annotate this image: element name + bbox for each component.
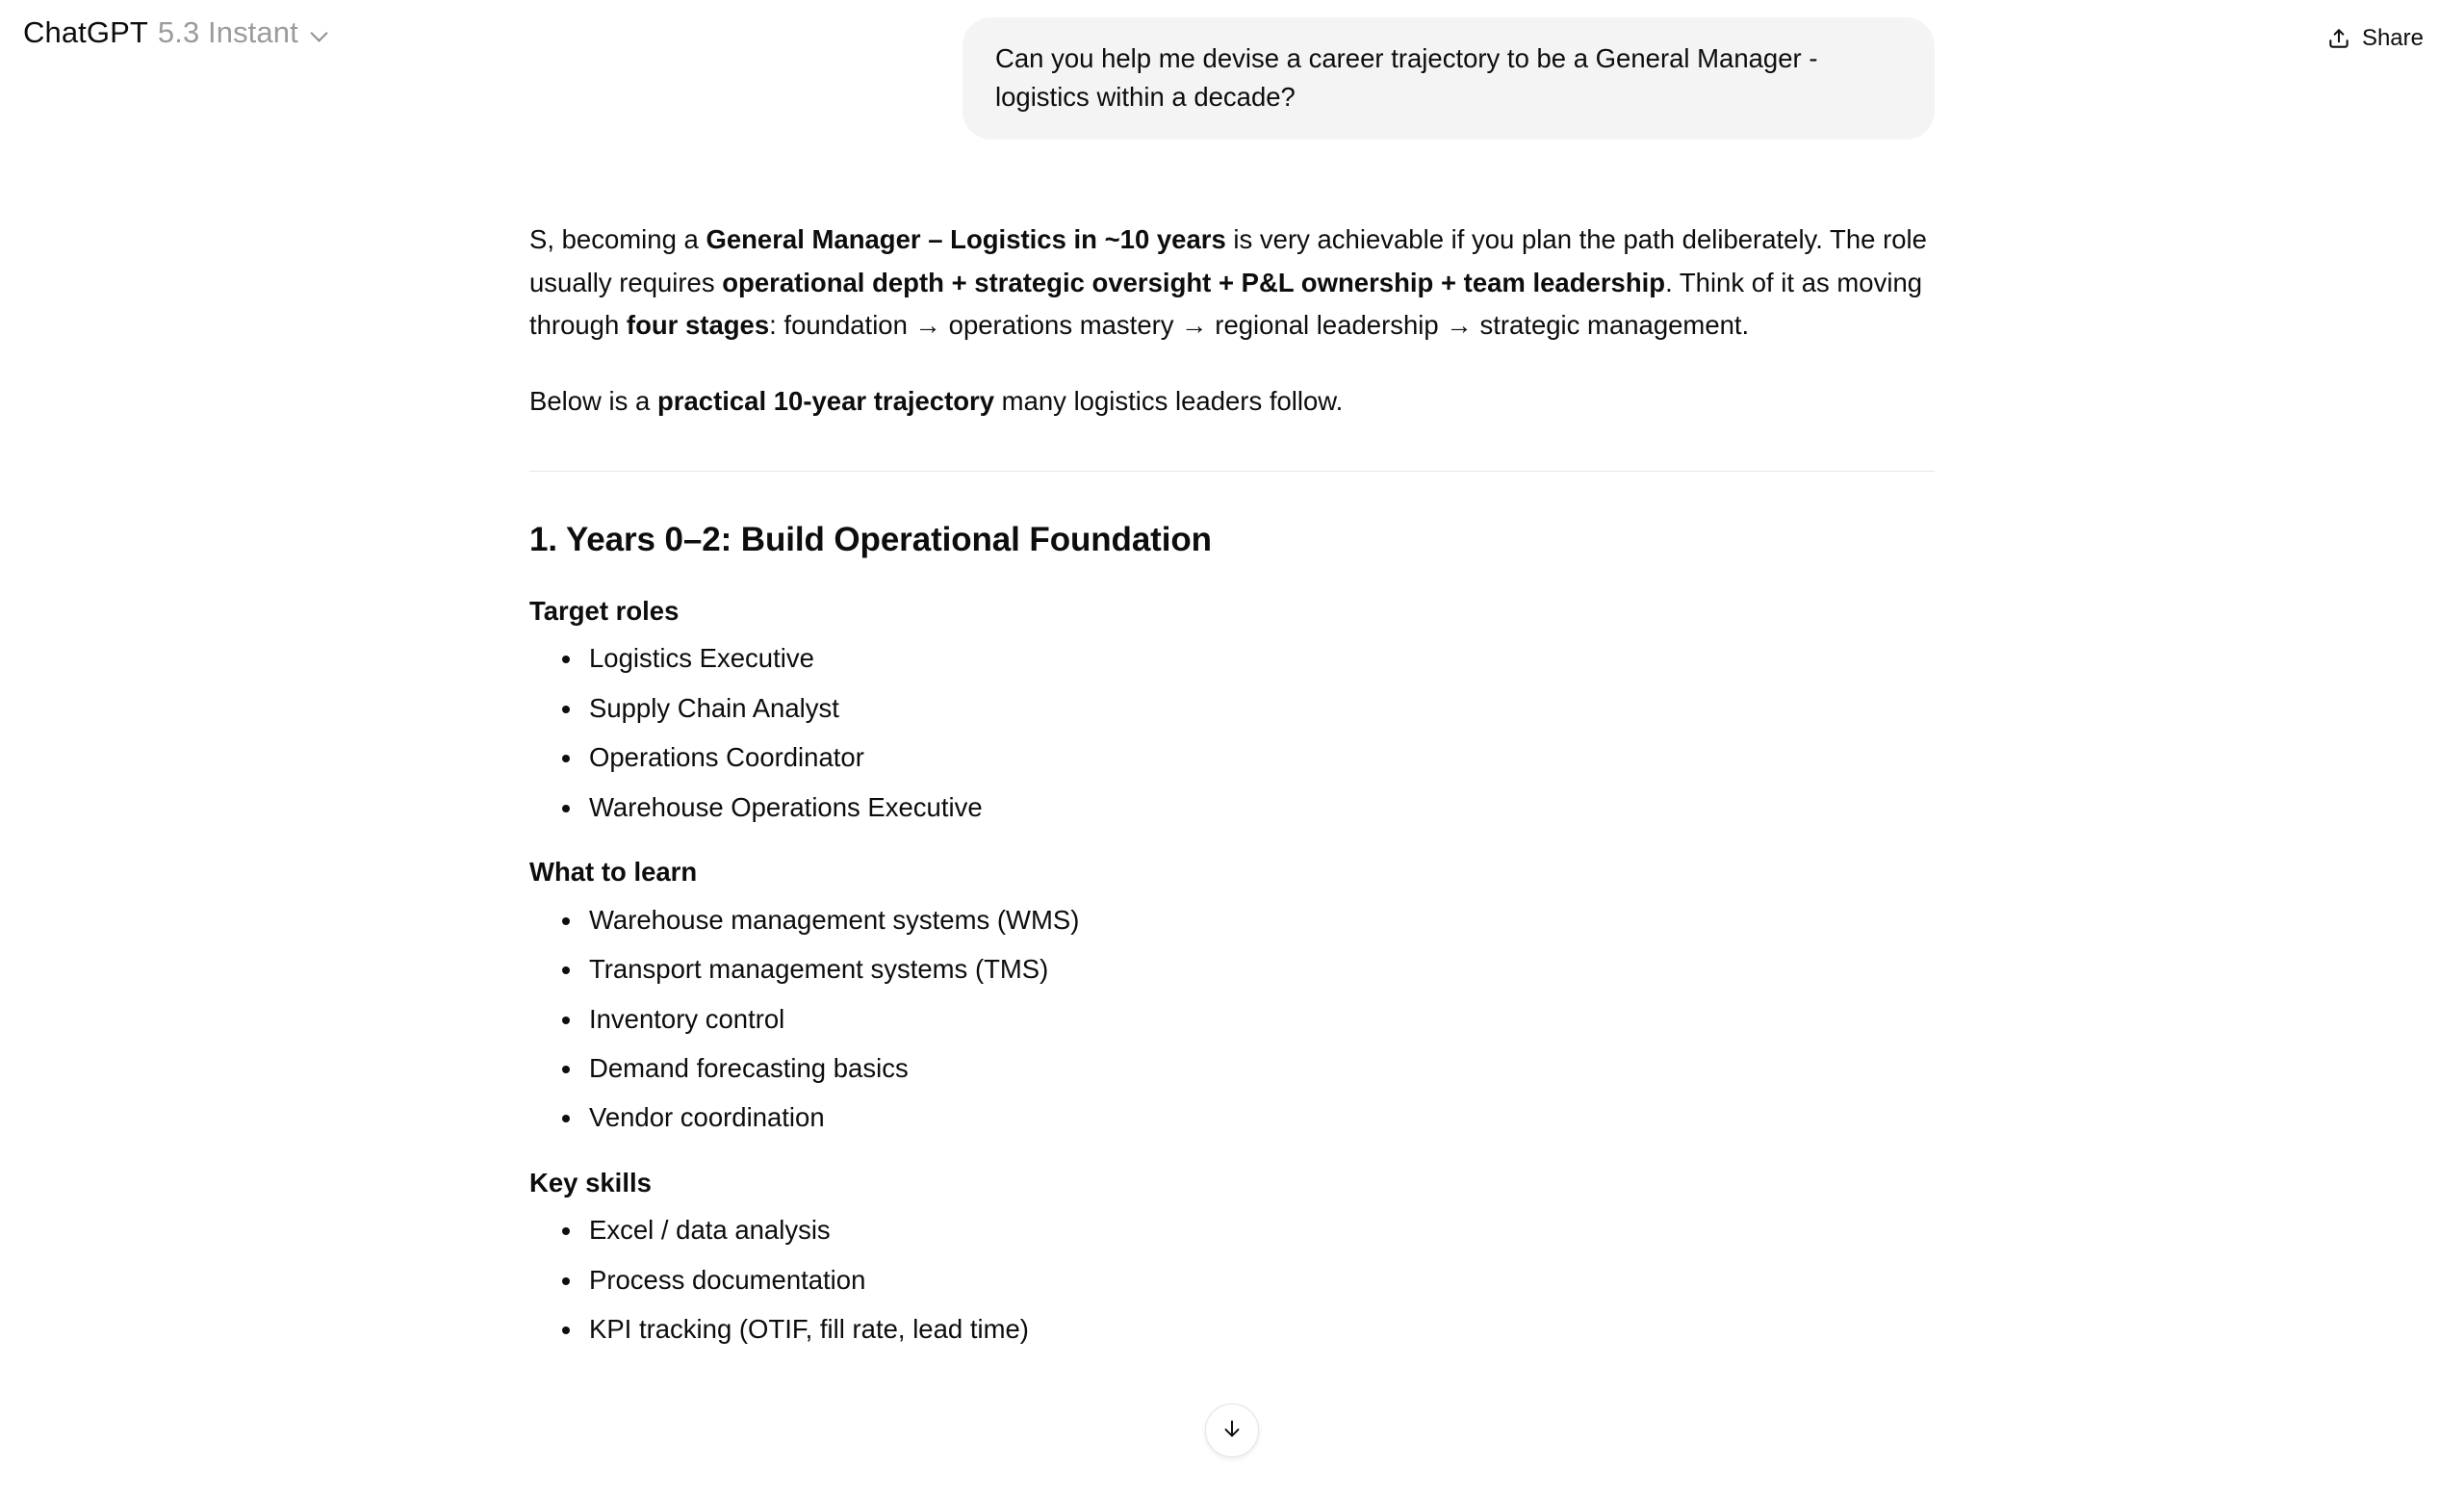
body-text: S, becoming a (529, 224, 706, 255)
arrow-down-icon (1219, 1416, 1245, 1446)
bullet-list (529, 905, 1935, 1134)
list-item: Process documentation (589, 1265, 1935, 1296)
app-title: ChatGPT (23, 15, 148, 49)
model-name-label: 5.3 Instant (157, 15, 298, 49)
list-item: Excel / data analysis (589, 1215, 1935, 1246)
body-text: : foundation → operations mastery → regional leadership → strategic management. (769, 310, 1750, 341)
emphasis-text: operational depth + strategic oversight + P&L ownership + team leadership (722, 267, 1666, 297)
group-heading: Target roles (529, 595, 680, 626)
list-item: Operations Coordinator (589, 742, 1935, 773)
message-thread (529, 17, 1935, 1346)
section-divider (529, 471, 1935, 472)
body-text: many logistics leaders follow. (994, 385, 1344, 416)
section-heading: 1. Years 0–2: Build Operational Foundation (529, 521, 1212, 559)
model-switcher-button[interactable] (17, 10, 339, 56)
scroll-to-bottom-button[interactable] (1205, 1404, 1259, 1457)
list-item: Warehouse Operations Executive (589, 792, 1935, 823)
list-item: Inventory control (589, 1004, 1935, 1035)
list-item: Transport management systems (TMS) (589, 954, 1935, 985)
assistant-message (529, 219, 1935, 1345)
list-item: Demand forecasting basics (589, 1053, 1935, 1084)
top-bar (0, 0, 2464, 75)
list-item: Supply Chain Analyst (589, 693, 1935, 724)
body-text: . Think of it as moving through (529, 267, 1923, 341)
list-item: Vendor coordination (589, 1102, 1935, 1133)
assistant-second-paragraph (529, 380, 1935, 424)
emphasis-text: practical 10-year trajectory (656, 385, 995, 416)
share-button[interactable] (2315, 17, 2435, 60)
body-text: Below is a (529, 385, 657, 416)
list-item: Logistics Executive (589, 643, 1935, 674)
share-label: Share (2361, 25, 2424, 51)
emphasis-text: four stages (626, 310, 770, 341)
emphasis-text: General Manager – Logistics in ~10 years (706, 224, 1226, 255)
group-heading: What to learn (529, 857, 698, 888)
bullet-list (529, 643, 1935, 823)
user-message-bubble: Can you help me devise a career trajectory to be a General Manager - logistics within a decade? (962, 17, 1935, 140)
assistant-intro-paragraph (529, 219, 1935, 348)
body-text: is very achievable if you plan the path deliberately. The role usually requires (529, 224, 1927, 297)
chevron-down-icon (310, 23, 329, 42)
group-heading: Key skills (529, 1167, 652, 1198)
share-upload-icon (2326, 26, 2351, 51)
bullet-list (529, 1215, 1935, 1345)
section-groups (529, 593, 1935, 1346)
list-item: Warehouse management systems (WMS) (589, 905, 1935, 936)
list-item: KPI tracking (OTIF, fill rate, lead time) (589, 1314, 1935, 1345)
